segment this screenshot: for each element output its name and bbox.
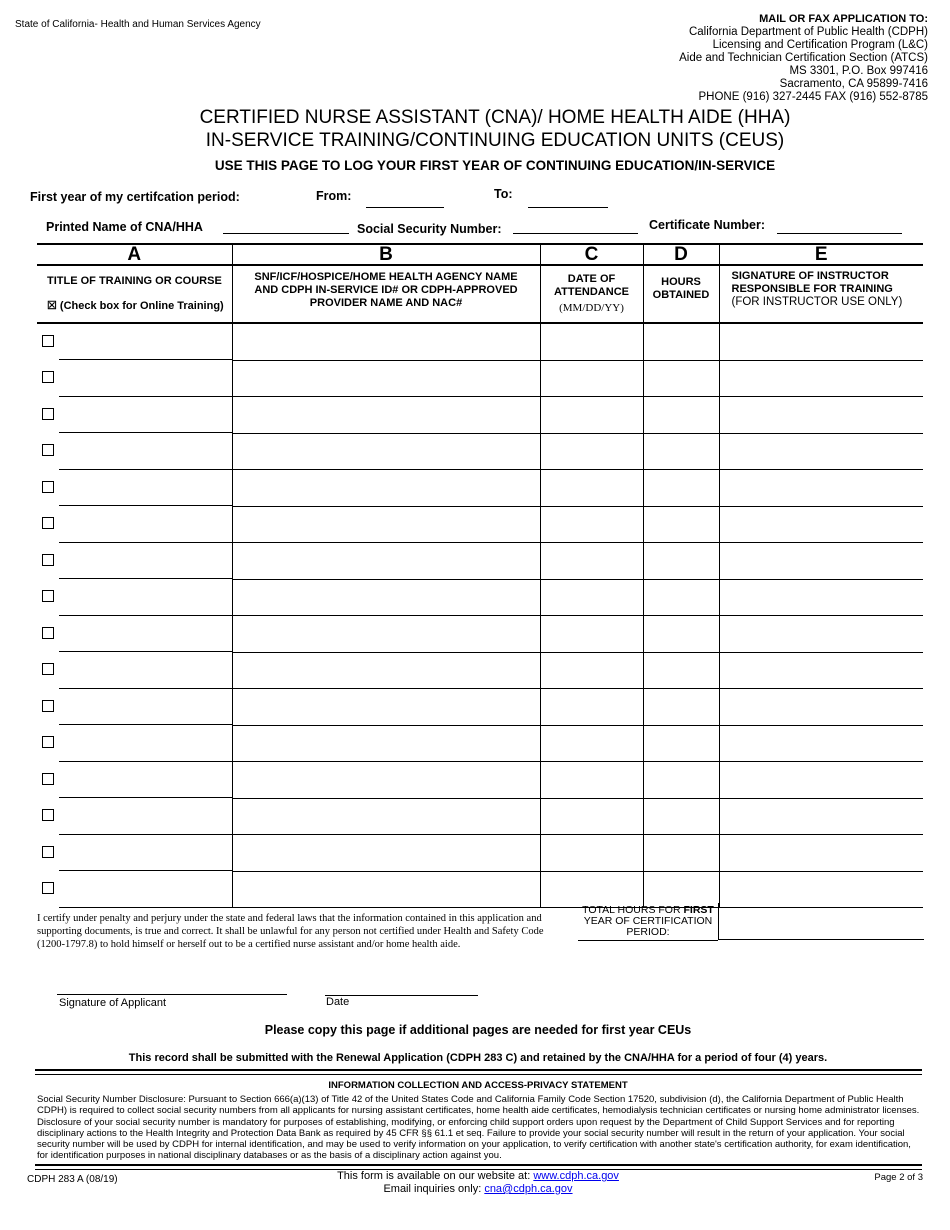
hours-cell[interactable] — [643, 543, 719, 580]
attendance-date-cell[interactable] — [540, 762, 643, 799]
provider-cell[interactable] — [232, 323, 540, 360]
attendance-date-cell[interactable] — [540, 506, 643, 543]
ssn-label: Social Security Number: — [357, 222, 502, 236]
website-link[interactable]: www.cdph.ca.gov — [533, 1170, 619, 1182]
date-label: Date — [326, 996, 350, 1008]
attendance-date-cell[interactable] — [540, 433, 643, 470]
col-e-header — [719, 265, 923, 323]
instructor-signature-cell[interactable] — [719, 652, 923, 689]
provider-cell[interactable] — [232, 543, 540, 580]
total-hours-text: TOTAL HOURS FOR — [582, 904, 684, 916]
mail-heading: MAIL OR FAX APPLICATION TO: — [759, 13, 928, 25]
table-row — [37, 470, 923, 507]
provider-cell[interactable] — [232, 762, 540, 799]
form-title — [0, 106, 950, 152]
course-title-cell[interactable] — [37, 871, 232, 908]
hours-cell[interactable] — [643, 360, 719, 397]
mailing-address — [679, 13, 928, 104]
col-a-note: ☒ (Check box for Online Training) — [47, 300, 224, 312]
certificate-number-label: Certificate Number: — [649, 218, 765, 232]
agency-name: State of California- Health and Human Services Agency — [15, 19, 261, 30]
online-training-checkbox[interactable] — [42, 700, 54, 712]
hours-cell[interactable] — [643, 323, 719, 360]
course-title-cell[interactable] — [37, 323, 232, 360]
col-e-note: (FOR INSTRUCTOR USE ONLY) — [731, 295, 903, 308]
hours-cell[interactable] — [643, 835, 719, 872]
mail-line: Licensing and Certification Program (L&C) — [712, 39, 928, 51]
total-hours-label — [578, 905, 718, 941]
provider-cell[interactable] — [232, 871, 540, 908]
attendance-date-cell[interactable] — [540, 543, 643, 580]
mail-line: Aide and Technician Certification Section (ATCS) — [679, 52, 928, 64]
online-training-checkbox[interactable] — [42, 444, 54, 456]
course-title-cell[interactable] — [37, 397, 232, 434]
mail-line: California Department of Public Health (CDPH) — [688, 26, 928, 38]
online-training-checkbox[interactable] — [42, 517, 54, 529]
instructor-signature-cell[interactable] — [719, 835, 923, 872]
attendance-date-cell[interactable] — [540, 579, 643, 616]
course-title-cell[interactable] — [37, 360, 232, 397]
instructor-signature-cell[interactable] — [719, 506, 923, 543]
hours-cell[interactable] — [643, 397, 719, 434]
mail-line: Sacramento, CA 95899-7416 — [779, 78, 928, 90]
col-a-title: TITLE OF TRAINING OR COURSE — [47, 275, 222, 287]
ssn-field[interactable] — [513, 233, 638, 234]
email-label: Email inquiries only: — [383, 1183, 485, 1195]
course-title-cell[interactable] — [37, 798, 232, 835]
col-a-header — [37, 265, 232, 323]
provider-cell[interactable] — [232, 725, 540, 762]
online-training-checkbox[interactable] — [42, 335, 54, 347]
printed-name-field[interactable] — [223, 233, 349, 234]
table-row — [37, 323, 923, 360]
table-row — [37, 360, 923, 397]
column-letter: C — [540, 244, 643, 265]
online-training-checkbox[interactable] — [42, 773, 54, 785]
attendance-date-cell[interactable] — [540, 652, 643, 689]
column-letter-row — [37, 244, 923, 265]
online-training-checkbox[interactable] — [42, 736, 54, 748]
provider-cell[interactable] — [232, 798, 540, 835]
course-title-cell[interactable] — [37, 616, 232, 653]
total-hours-field[interactable] — [718, 903, 924, 940]
provider-cell[interactable] — [232, 397, 540, 434]
course-title-cell[interactable] — [37, 652, 232, 689]
col-b-header — [232, 265, 540, 323]
column-letter: A — [37, 244, 232, 265]
instructor-signature-cell[interactable] — [719, 360, 923, 397]
attendance-date-cell[interactable] — [540, 616, 643, 653]
provider-cell[interactable] — [232, 689, 540, 726]
col-d-title: HOURS OBTAINED — [652, 276, 710, 301]
provider-cell[interactable] — [232, 360, 540, 397]
hours-cell[interactable] — [643, 470, 719, 507]
course-title-cell[interactable] — [37, 470, 232, 507]
col-b-title: SNF/ICF/HOSPICE/HOME HEALTH AGENCY NAME AND CDPH IN-SERVICE ID# OR CDPH-APPROVED PROVIDER NAME AND NAC# — [254, 270, 518, 309]
online-training-checkbox[interactable] — [42, 371, 54, 383]
printed-name-label: Printed Name of CNA/HHA — [46, 220, 203, 234]
col-e-title: SIGNATURE OF INSTRUCTOR RESPONSIBLE FOR TRAINING — [731, 269, 893, 295]
provider-cell[interactable] — [232, 652, 540, 689]
online-training-checkbox[interactable] — [42, 882, 54, 894]
to-date-field[interactable] — [528, 207, 608, 208]
provider-cell[interactable] — [232, 433, 540, 470]
online-training-checkbox[interactable] — [42, 481, 54, 493]
col-d-header — [643, 265, 719, 323]
title-line-1: CERTIFIED NURSE ASSISTANT (CNA)/ HOME HEALTH AIDE (HHA) — [199, 107, 791, 128]
hours-cell[interactable] — [643, 433, 719, 470]
certification-statement: I certify under penalty and perjury under the state and federal laws that the information contained in this application and supporting documents, is true and correct. It shall be unlawful for any person not certified under Health and Safety Code (1200-1797.8) to hold himself or herself out to be a certified nurse assistant and/or home health aide. — [37, 913, 544, 950]
privacy-heading: INFORMATION COLLECTION AND ACCESS-PRIVACY STATEMENT — [328, 1080, 628, 1091]
table-row — [37, 506, 923, 543]
instructor-signature-cell[interactable] — [719, 725, 923, 762]
provider-cell[interactable] — [232, 506, 540, 543]
instructor-signature-cell[interactable] — [719, 470, 923, 507]
attendance-date-cell[interactable] — [540, 798, 643, 835]
instructor-signature-cell[interactable] — [719, 543, 923, 580]
course-title-cell[interactable] — [37, 725, 232, 762]
signature-label: Signature of Applicant — [59, 997, 167, 1009]
online-training-checkbox[interactable] — [42, 554, 54, 566]
first-year-label: First year of my certifcation period: — [30, 190, 240, 204]
signature-field[interactable] — [57, 994, 287, 995]
course-title-cell[interactable] — [37, 506, 232, 543]
table-row — [37, 762, 923, 799]
course-title-cell[interactable] — [37, 543, 232, 580]
table-row — [37, 579, 923, 616]
total-hours-first: FIRST — [683, 904, 714, 916]
column-letter: B — [232, 244, 540, 265]
online-training-checkbox[interactable] — [42, 408, 54, 420]
provider-cell[interactable] — [232, 579, 540, 616]
page-number: Page 2 of 3 — [874, 1172, 923, 1183]
instructor-signature-cell[interactable] — [719, 397, 923, 434]
mail-line: PHONE (916) 327-2445 FAX (916) 552-8785 — [698, 91, 928, 103]
to-label: To: — [494, 187, 513, 201]
course-title-cell[interactable] — [37, 835, 232, 872]
col-c-header — [540, 265, 643, 323]
instructor-signature-cell[interactable] — [719, 579, 923, 616]
from-date-field[interactable] — [366, 207, 444, 208]
attendance-date-cell[interactable] — [540, 871, 643, 908]
title-line-2: IN-SERVICE TRAINING/CONTINUING EDUCATION UNITS (CEUS) — [205, 130, 785, 151]
table-row — [37, 397, 923, 434]
table-row — [37, 798, 923, 835]
certificate-number-field[interactable] — [777, 233, 902, 234]
attendance-date-cell[interactable] — [540, 397, 643, 434]
table-row — [37, 689, 923, 726]
mail-line: MS 3301, P.O. Box 997416 — [789, 65, 928, 77]
attendance-date-cell[interactable] — [540, 835, 643, 872]
instructor-signature-cell[interactable] — [719, 689, 923, 726]
online-training-checkbox[interactable] — [42, 809, 54, 821]
form-subtitle: USE THIS PAGE TO LOG YOUR FIRST YEAR OF CONTINUING EDUCATION/IN-SERVICE — [214, 158, 776, 173]
col-c-format: (MM/DD/YY) — [559, 302, 624, 314]
table-row — [37, 543, 923, 580]
hours-cell[interactable] — [643, 725, 719, 762]
online-training-checkbox[interactable] — [42, 627, 54, 639]
privacy-statement: Social Security Number Disclosure: Pursuant to Section 666(a)(13) of Title 42 of the United States Code and California Family Code Section 17520, subdivision (d), the California Department of Public Health CDPH) is required to collect social security numbers from all applicants for nursing assistant certificates, home health aide certificates, hemodialysis technician certificates or nursing home administrator licenses. Disclosure of your social security number is mandatory for purposes of establishing, modifying, or enforcing child support orders upon request by the Department of Child Support Services and for reporting disciplinary actions to the Health Integrity and Protection Data Bank as required by 45 CFR §§ 61.1 et seq. Failure to provide your social security number will result in the return of your application. Your social security number will be used by CDPH for internal identification, and may be used to verify information on your application, to verify certification with another state's certification authority, for exam identification, for identification purposes in national disciplinary databases or as the basis of a disciplinary action against you. — [37, 1094, 920, 1162]
table-row — [37, 835, 923, 872]
provider-cell[interactable] — [232, 616, 540, 653]
record-note: This record shall be submitted with the Renewal Application (CDPH 283 C) and retained by the CNA/HHA for a period of four (4) years. — [128, 1052, 828, 1064]
hours-cell[interactable] — [643, 762, 719, 799]
online-training-checkbox[interactable] — [42, 590, 54, 602]
attendance-date-cell[interactable] — [540, 323, 643, 360]
email-link[interactable]: cna@cdph.ca.gov — [484, 1183, 573, 1195]
from-label: From: — [316, 189, 352, 203]
attendance-date-cell[interactable] — [540, 725, 643, 762]
divider — [35, 1069, 922, 1075]
course-title-cell[interactable] — [37, 762, 232, 799]
copy-note: Please copy this page if additional pages are needed for first year CEUs — [264, 1023, 692, 1037]
column-header-row — [37, 265, 923, 323]
provider-cell[interactable] — [232, 835, 540, 872]
instructor-signature-cell[interactable] — [719, 798, 923, 835]
attendance-date-cell[interactable] — [540, 689, 643, 726]
course-title-cell[interactable] — [37, 433, 232, 470]
hours-cell[interactable] — [643, 689, 719, 726]
training-log-table — [37, 243, 923, 908]
course-title-cell[interactable] — [37, 689, 232, 726]
form-id: CDPH 283 A (08/19) — [27, 1174, 118, 1185]
hours-cell[interactable] — [643, 579, 719, 616]
attendance-date-cell[interactable] — [540, 360, 643, 397]
website-label: This form is available on our website at: — [337, 1170, 534, 1182]
instructor-signature-cell[interactable] — [719, 323, 923, 360]
footer-contact — [0, 1170, 950, 1196]
table-row — [37, 433, 923, 470]
total-hours-text: YEAR OF CERTIFICATION PERIOD: — [583, 915, 713, 938]
hours-cell[interactable] — [643, 616, 719, 653]
table-row — [37, 652, 923, 689]
hours-cell[interactable] — [643, 652, 719, 689]
hours-cell[interactable] — [643, 798, 719, 835]
online-training-checkbox[interactable] — [42, 663, 54, 675]
provider-cell[interactable] — [232, 470, 540, 507]
instructor-signature-cell[interactable] — [719, 433, 923, 470]
column-letter: E — [719, 244, 923, 265]
hours-cell[interactable] — [643, 871, 719, 908]
instructor-signature-cell[interactable] — [719, 616, 923, 653]
table-row — [37, 725, 923, 762]
col-c-title: DATE OF ATTENDANCE — [554, 273, 629, 298]
column-letter: D — [643, 244, 719, 265]
course-title-cell[interactable] — [37, 579, 232, 616]
instructor-signature-cell[interactable] — [719, 762, 923, 799]
online-training-checkbox[interactable] — [42, 846, 54, 858]
table-row — [37, 616, 923, 653]
attendance-date-cell[interactable] — [540, 470, 643, 507]
hours-cell[interactable] — [643, 506, 719, 543]
